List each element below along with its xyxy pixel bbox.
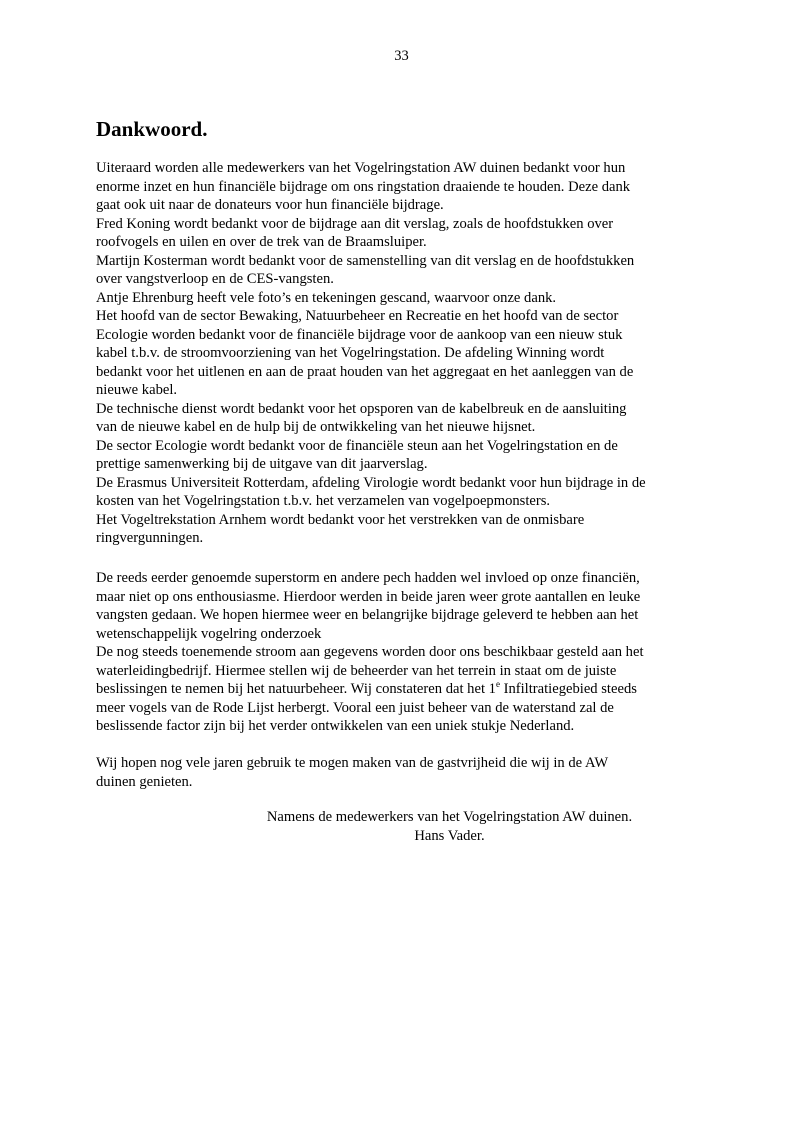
text-line: Uiteraard worden alle medewerkers van het Vogelringstation AW duinen bedankt voor hun	[96, 160, 626, 176]
text-line: van de nieuwe kabel en de hulp bij de ontwikkeling van het nieuwe hijsnet.	[96, 419, 536, 435]
text-line: Antje Ehrenburg heeft vele foto’s en tekeningen gescand, waarvoor onze dank.	[96, 289, 557, 306]
text-line: ringvergunningen.	[96, 530, 204, 546]
text-line: duinen genieten.	[96, 773, 193, 790]
signature-line: Namens de medewerkers van het Vogelringstation AW duinen.	[266, 809, 633, 825]
text-line: vangsten gedaan. We hopen hiermee weer en belangrijke bijdrage geleverd te hebben aan het	[96, 607, 639, 623]
text-line: prettige samenwerking bij de uitgave van dit jaarverslag.	[96, 456, 428, 472]
text-line: wetenschappelijk vogelring onderzoek	[96, 625, 322, 642]
text-line: De nog steeds toenemende stroom aan gegevens worden door ons beschikbaar gesteld aan het	[96, 644, 644, 660]
text-line: De reeds eerder genoemde superstorm en andere pech hadden wel invloed op onze financiën,	[96, 570, 640, 586]
text-line: De sector Ecologie wordt bedankt voor de financiële steun aan het Vogelringstation en de	[96, 437, 618, 454]
text-line: beslissende factor zijn bij het verder ontwikkelen van een uniek stukje Nederland.	[96, 718, 575, 734]
signature-name: Hans Vader.	[414, 827, 485, 844]
signature	[0, 808, 803, 845]
text-line-with-superscript	[96, 680, 716, 699]
paragraph-closing	[96, 754, 716, 791]
page-title: Dankwoord.	[96, 117, 208, 141]
text-line: De technische dienst wordt bedankt voor het opsporen van de kabelbreuk en de aansluiting	[96, 400, 627, 417]
text-line: over vangstverloop en de CES-vangsten.	[96, 271, 334, 287]
text-line: De Erasmus Universiteit Rotterdam, afdeling Virologie wordt bedankt voor hun bijdrage in de	[96, 474, 646, 491]
text-line: gaat ook uit naar de donateurs voor hun financiële bijdrage.	[96, 197, 444, 213]
text-line: nieuwe kabel.	[96, 382, 178, 398]
text-line: Ecologie worden bedankt voor de financiële bijdrage voor de aankoop van een nieuw stuk	[96, 326, 623, 343]
paragraph-acknowledgements	[96, 159, 716, 548]
text-line: Het hoofd van de sector Bewaking, Natuurbeheer en Recreatie en het hoofd van de sector	[96, 308, 619, 324]
text-line: kosten van het Vogelringstation t.b.v. het verzamelen van vogelpoepmonsters.	[96, 493, 551, 509]
text-line: Wij hopen nog vele jaren gebruik te mogen maken van de gastvrijheid die wij in de AW	[96, 755, 609, 771]
text-fragment: beslissingen te nemen bij het natuurbeheer. Wij constateren dat het 1	[96, 681, 496, 697]
text-line: Martijn Kosterman wordt bedankt voor de samenstelling van dit verslag en de hoofdstukken	[96, 252, 635, 269]
text-line: waterleidingbedrijf. Hiermee stellen wij de beheerder van het terrein in staat om de juiste	[96, 662, 617, 679]
text-line: bedankt voor het uitlenen en aan de praat houden van het aggregaat en het aanleggen van de	[96, 363, 634, 380]
page-number: 33	[394, 48, 409, 64]
text-fragment: Infiltratiegebied steeds	[499, 681, 637, 697]
text-line: kabel t.b.v. de stroomvoorziening van het Vogelringstation. De afdeling Winning wordt	[96, 345, 605, 361]
text-line: maar niet op ons enthousiasme. Hierdoor werden in beide jaren weer grote aantallen en leuke	[96, 588, 641, 605]
text-line: Het Vogeltrekstation Arnhem wordt bedankt voor het verstrekken van de onmisbare	[96, 511, 585, 528]
text-line: Fred Koning wordt bedankt voor de bijdrage aan dit verslag, zoals de hoofdstukken over	[96, 215, 614, 232]
text-line: meer vogels van de Rode Lijst herbergt. Vooral een juist beheer van de waterstand zal de	[96, 699, 614, 716]
superscript: e	[495, 679, 500, 689]
text-line: enorme inzet en hun financiële bijdrage om ons ringstation draaiende te houden. Deze dank	[96, 178, 631, 195]
text-line: roofvogels en uilen en over de trek van de Braamsluiper.	[96, 234, 427, 250]
paragraph-finances	[96, 569, 716, 736]
